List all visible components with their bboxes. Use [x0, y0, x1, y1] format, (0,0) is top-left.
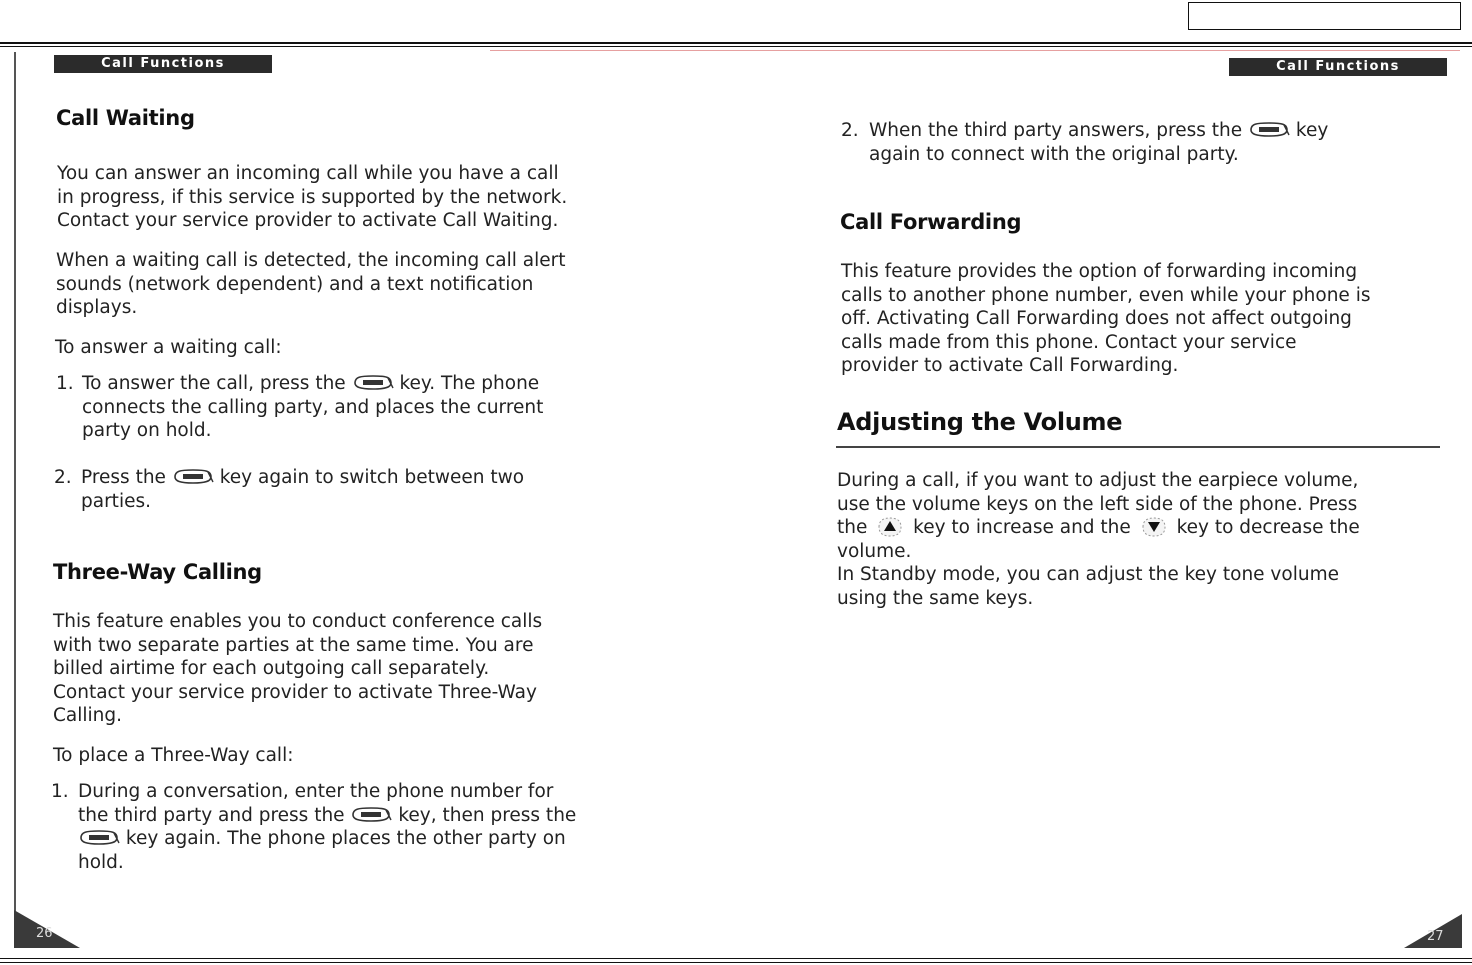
send-key-icon	[1248, 121, 1290, 138]
header-box	[1188, 2, 1461, 30]
three-way-para: This feature enables you to conduct conference calls with two separate parties at the same time. You are billed airtime for each outgoing call separately. Contact your service provider to activate Three-Way Calling.	[53, 611, 543, 726]
section-tag-right: Call Functions	[1229, 58, 1447, 76]
page-number-right: 27	[1427, 929, 1444, 944]
send-key-icon	[352, 374, 394, 391]
adjust-volume-heading: Adjusting the Volume	[837, 408, 1123, 436]
call-forwarding-para: This feature provides the option of forwarding incoming calls to another phone number, even while your phone is off. Activating Call Forwarding does not affect outgoing calls made from this phone. Contact your service provider to activate Call Forwarding.	[841, 261, 1371, 376]
three-way-step1: During a conversation, enter the phone number for the third party and press the key, then press the key again. The phone places the other party on hold.	[78, 781, 577, 873]
section-tag-left: Call Functions	[54, 55, 272, 73]
bottom-rule-thin	[0, 962, 1472, 963]
volume-up-key-icon	[873, 516, 907, 538]
three-way-step2: When the third party answers, press the key again to connect with the original party.	[869, 120, 1329, 165]
three-way-heading: Three-Way Calling	[53, 560, 262, 584]
page-spine	[14, 52, 16, 947]
step-number: 2.	[54, 467, 72, 488]
call-waiting-para1: You can answer an incoming call while you have a call in progress, if this service is supported by the network. Contact your service provider to activate Call Waiting.	[57, 163, 568, 231]
step-number: 1.	[56, 373, 74, 394]
heading-rule	[836, 446, 1440, 448]
call-waiting-para2: When a waiting call is detected, the incoming call alert sounds (network dependent) and a text notification displays.	[56, 250, 566, 318]
page-number-left: 26	[36, 926, 53, 941]
send-key-icon	[350, 806, 392, 823]
page-edge-line	[490, 50, 1460, 51]
send-key-icon	[172, 468, 214, 485]
three-way-intro: To place a Three-Way call:	[53, 745, 294, 766]
top-rule-thin	[0, 46, 1472, 47]
send-key-icon	[78, 829, 120, 846]
call-waiting-step1: To answer the call, press the key. The phone connects the calling party, and places the current party on hold.	[82, 373, 544, 441]
call-waiting-step2: Press the key again to switch between two parties.	[81, 467, 525, 512]
top-rule	[0, 42, 1472, 44]
call-forwarding-heading: Call Forwarding	[840, 210, 1022, 234]
step-number: 2.	[841, 120, 859, 141]
adjust-volume-para: During a call, if you want to adjust the earpiece volume, use the volume keys on the left side of the phone. Press the key to increase and the key to decrease the volume. In Standby mode, you can adjust the key tone volume using the same keys.	[837, 470, 1360, 609]
step-number: 1.	[51, 781, 69, 802]
call-waiting-intro: To answer a waiting call:	[55, 337, 282, 358]
volume-down-key-icon	[1137, 516, 1171, 538]
call-waiting-heading: Call Waiting	[56, 106, 195, 130]
bottom-rule	[0, 958, 1472, 959]
